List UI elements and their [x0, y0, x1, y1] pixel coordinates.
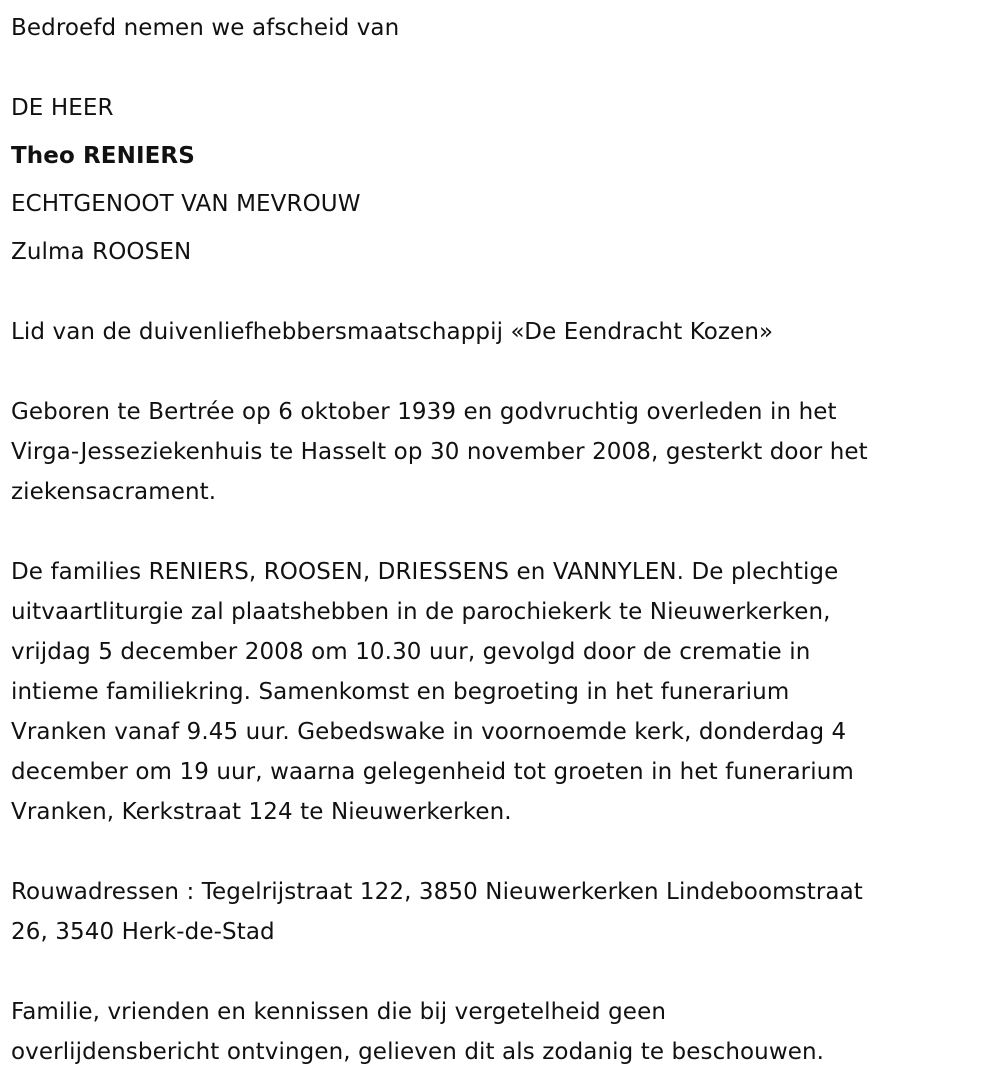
paragraph-line: De families RENIERS, ROOSEN, DRIESSENS en VANNYLEN. De plechtige	[11, 559, 839, 585]
deceased-name: Theo RENIERS	[11, 143, 195, 169]
paragraph-line: Virga-Jesseziekenhuis te Hasselt op 30 november 2008, gesterkt door het	[11, 439, 868, 465]
addresses-paragraph	[11, 872, 996, 952]
relation-text: ECHTGENOOT VAN MEVROUW	[11, 191, 361, 217]
paragraph-line: vrijdag 5 december 2008 om 10.30 uur, gevolgd door de crematie in	[11, 639, 811, 665]
paragraph-line: Vranken, Kerkstraat 124 te Nieuwerkerken.	[11, 799, 512, 825]
paragraph-line: Familie, vrienden en kennissen die bij vergetelheid geen	[11, 999, 666, 1025]
paragraph-line: december om 19 uur, waarna gelegenheid tot groeten in het funerarium	[11, 759, 854, 785]
paragraph-line: overlijdensbericht ontvingen, gelieven dit als zodanig te beschouwen.	[11, 1039, 825, 1065]
membership-text: Lid van de duivenliefhebbersmaatschappij «De Eendracht Kozen»	[11, 319, 774, 345]
paragraph-line: intieme familiekring. Samenkomst en begroeting in het funerarium	[11, 679, 790, 705]
intro-text: Bedroefd nemen we afscheid van	[11, 15, 400, 41]
paragraph-line: Vranken vanaf 9.45 uur. Gebedswake in voornoemde kerk, donderdag 4	[11, 719, 847, 745]
funeral-paragraph	[11, 552, 996, 832]
paragraph-line: uitvaartliturgie zal plaatshebben in de parochiekerk te Nieuwerkerken,	[11, 599, 831, 625]
birth-death-paragraph	[11, 392, 996, 512]
paragraph-line: Rouwadressen : Tegelrijstraat 122, 3850 Nieuwerkerken Lindeboomstraat	[11, 879, 863, 905]
paragraph-line: Geboren te Bertrée op 6 oktober 1939 en godvruchtig overleden in het	[11, 399, 837, 425]
paragraph-line: ziekensacrament.	[11, 479, 217, 505]
spouse-name: Zulma ROOSEN	[11, 239, 192, 265]
obituary-notice	[11, 8, 996, 1072]
honorific: DE HEER	[11, 95, 114, 121]
closing-paragraph	[11, 992, 996, 1072]
paragraph-line: 26, 3540 Herk-de-Stad	[11, 919, 275, 945]
